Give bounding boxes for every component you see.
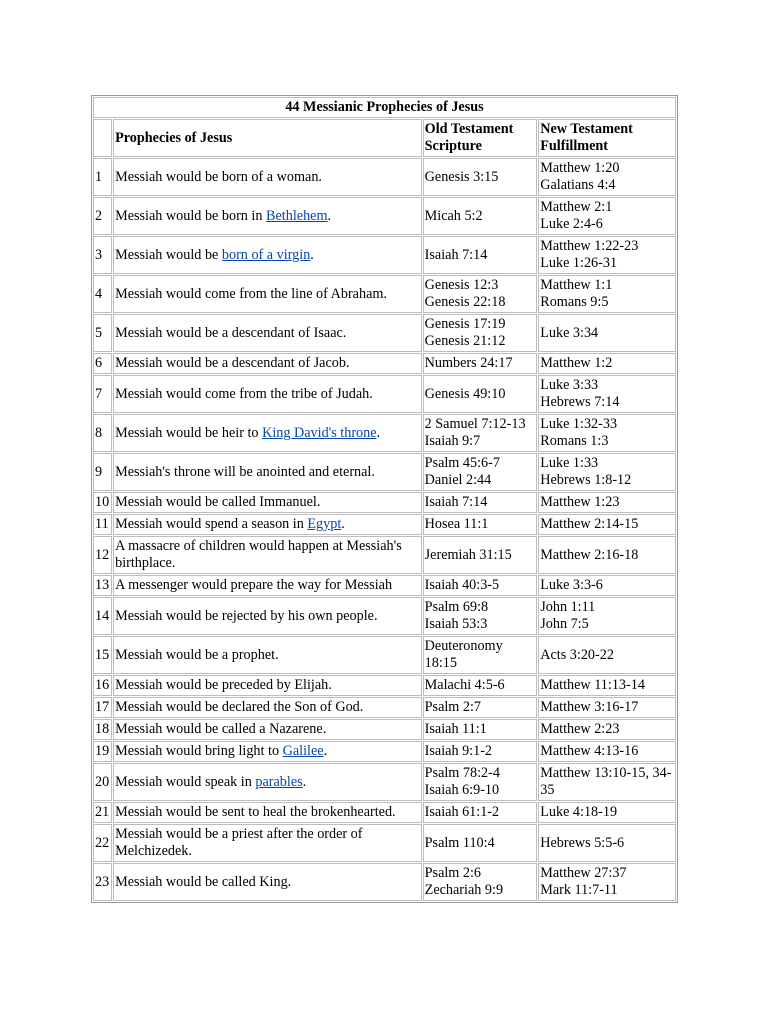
prophecy-cell <box>113 158 422 196</box>
table-row <box>93 675 676 696</box>
old-testament-reference: Isaiah 53:3 <box>424 616 488 632</box>
prophecy-cell <box>113 353 422 374</box>
table-row <box>93 414 676 452</box>
new-testament-cell <box>538 675 676 696</box>
old-testament-cell <box>423 697 538 718</box>
prophecy-text: Messiah would be preceded by Elijah. <box>115 677 332 693</box>
prophecy-text-end: . <box>327 207 332 224</box>
prophecy-text: A messenger would prepare the way for Messiah <box>115 577 393 593</box>
old-testament-cell <box>423 824 538 862</box>
prophecy-text: Messiah would be called Immanuel. <box>115 494 321 510</box>
new-testament-cell <box>538 763 676 801</box>
row-number: 19 <box>93 741 112 762</box>
table-row <box>93 575 676 596</box>
new-testament-reference: Galatians 4:4 <box>540 177 616 193</box>
row-number: 20 <box>93 763 112 801</box>
prophecy-text: Messiah would be born in <box>115 207 267 224</box>
new-testament-cell <box>538 536 676 574</box>
new-testament-reference: John 1:11 <box>540 599 596 615</box>
prophecy-text: Messiah would be declared the Son of God. <box>115 699 364 715</box>
new-testament-cell <box>538 575 676 596</box>
prophecy-cell <box>113 236 422 274</box>
row-number: 14 <box>93 597 112 635</box>
prophecy-cell <box>113 314 422 352</box>
old-testament-reference: Genesis 49:10 <box>424 385 506 402</box>
new-testament-reference: Matthew 2:16-18 <box>540 546 639 563</box>
new-testament-reference: Matthew 27:37 <box>540 865 627 881</box>
header-row <box>93 119 676 157</box>
new-testament-cell <box>538 314 676 352</box>
old-testament-cell <box>423 863 538 901</box>
prophecy-cell <box>113 492 422 513</box>
prophecy-text: Messiah would be a prophet. <box>115 646 279 663</box>
row-number: 13 <box>93 575 112 596</box>
new-testament-reference: Luke 1:26-31 <box>540 255 618 271</box>
new-testament-cell <box>538 197 676 235</box>
old-testament-cell <box>423 275 538 313</box>
prophecy-link[interactable]: born of a virgin <box>221 246 311 263</box>
prophecy-text: Messiah would come from the tribe of Judah. <box>115 385 373 402</box>
prophecy-text-end: . <box>376 424 381 441</box>
row-number: 10 <box>93 492 112 513</box>
new-testament-reference: Matthew 1:20 <box>540 160 620 176</box>
prophecy-cell <box>113 636 422 674</box>
new-testament-cell <box>538 719 676 740</box>
new-testament-cell <box>538 236 676 274</box>
title-row <box>93 97 676 118</box>
old-testament-cell <box>423 375 538 413</box>
old-testament-reference: Genesis 17:19 <box>424 316 506 332</box>
table-row <box>93 375 676 413</box>
prophecy-link[interactable]: parables <box>255 773 303 790</box>
row-number: 17 <box>93 697 112 718</box>
new-testament-reference: Romans 9:5 <box>540 294 609 310</box>
old-testament-cell <box>423 536 538 574</box>
old-testament-cell <box>423 453 538 491</box>
old-testament-reference: Genesis 12:3 <box>424 277 499 293</box>
prophecy-link[interactable]: Egypt <box>307 516 342 532</box>
table-row <box>93 863 676 901</box>
table-row <box>93 763 676 801</box>
old-testament-reference: Genesis 21:12 <box>424 333 506 349</box>
table-row <box>93 697 676 718</box>
old-testament-reference: Micah 5:2 <box>424 207 483 224</box>
old-testament-reference: Genesis 22:18 <box>424 294 506 310</box>
prophecies-table-body <box>93 97 676 901</box>
old-testament-reference: 2 Samuel 7:12-13 <box>424 416 526 432</box>
new-testament-cell <box>538 453 676 491</box>
old-testament-reference: Zechariah 9:9 <box>424 882 504 898</box>
new-testament-reference: Matthew 1:23 <box>540 494 620 510</box>
table-row <box>93 353 676 374</box>
prophecy-text-end: . <box>302 773 307 790</box>
prophecy-text: Messiah would be called King. <box>115 873 292 890</box>
new-testament-cell <box>538 353 676 374</box>
prophecy-cell <box>113 719 422 740</box>
new-testament-reference: Matthew 1:2 <box>540 355 613 371</box>
new-testament-reference: John 7:5 <box>540 616 589 632</box>
prophecy-cell <box>113 414 422 452</box>
old-testament-cell <box>423 636 538 674</box>
old-testament-cell <box>423 675 538 696</box>
table-row <box>93 636 676 674</box>
row-number: 8 <box>93 414 112 452</box>
new-testament-cell <box>538 158 676 196</box>
new-testament-reference: Luke 3:33 <box>540 377 599 393</box>
table-row <box>93 158 676 196</box>
prophecy-cell <box>113 197 422 235</box>
prophecy-text-end: . <box>323 743 328 759</box>
new-testament-reference: Matthew 4:13-16 <box>540 743 639 759</box>
old-testament-reference: Isaiah 9:7 <box>424 433 481 449</box>
old-testament-cell <box>423 575 538 596</box>
old-testament-reference: Genesis 3:15 <box>424 168 499 185</box>
row-number: 6 <box>93 353 112 374</box>
new-testament-reference: Acts 3:20-22 <box>540 646 614 663</box>
old-testament-reference: Jeremiah 31:15 <box>424 546 512 563</box>
prophecy-cell <box>113 375 422 413</box>
old-testament-reference: Isaiah 7:14 <box>424 494 488 510</box>
header-old-testament <box>423 119 538 157</box>
prophecy-text: Messiah's throne will be anointed and eternal. <box>115 463 375 480</box>
row-number: 22 <box>93 824 112 862</box>
prophecy-text: Messiah would be a descendant of Jacob. <box>115 355 350 371</box>
new-testament-cell <box>538 514 676 535</box>
table-row <box>93 197 676 235</box>
old-testament-reference: Psalm 69:8 <box>424 599 489 615</box>
old-testament-cell <box>423 236 538 274</box>
new-testament-reference: Matthew 13:10-15, 34-35 <box>540 765 672 798</box>
old-testament-reference: Malachi 4:5-6 <box>424 677 505 693</box>
new-testament-reference: Luke 3:34 <box>540 324 599 341</box>
table-row <box>93 802 676 823</box>
old-testament-reference: Isaiah 11:1 <box>424 721 487 737</box>
prophecy-text: Messiah would speak in <box>115 773 256 790</box>
prophecy-text: Messiah would be born of a woman. <box>115 168 322 185</box>
old-testament-reference: Isaiah 40:3-5 <box>424 577 500 593</box>
old-testament-reference: Psalm 78:2-4 <box>424 765 500 781</box>
old-testament-cell <box>423 492 538 513</box>
header-old-testament-line2: Scripture <box>424 138 482 154</box>
new-testament-reference: Hebrews 5:5-6 <box>540 834 625 851</box>
prophecy-cell <box>113 741 422 762</box>
new-testament-cell <box>538 414 676 452</box>
old-testament-reference: Psalm 2:7 <box>424 699 482 715</box>
new-testament-cell <box>538 824 676 862</box>
prophecy-link[interactable]: Galilee <box>282 743 324 759</box>
new-testament-cell <box>538 375 676 413</box>
old-testament-reference: Daniel 2:44 <box>424 472 492 488</box>
prophecy-text: Messiah would come from the line of Abraham. <box>115 285 387 302</box>
old-testament-cell <box>423 597 538 635</box>
new-testament-reference: Luke 3:3-6 <box>540 577 603 593</box>
new-testament-reference: Luke 1:32-33 <box>540 416 618 432</box>
old-testament-cell <box>423 741 538 762</box>
prophecy-cell <box>113 763 422 801</box>
new-testament-reference: Matthew 2:23 <box>540 721 620 737</box>
prophecy-text: A massacre of children would happen at Messiah's birthplace. <box>115 538 402 571</box>
old-testament-reference: Deuteronomy 18:15 <box>424 638 503 671</box>
prophecy-cell <box>113 824 422 862</box>
table-row <box>93 824 676 862</box>
prophecy-cell <box>113 597 422 635</box>
row-number: 15 <box>93 636 112 674</box>
table-row <box>93 492 676 513</box>
new-testament-reference: Matthew 2:14-15 <box>540 516 639 532</box>
prophecy-text: Messiah would be sent to heal the brokenhearted. <box>115 804 396 820</box>
row-number: 5 <box>93 314 112 352</box>
old-testament-reference: Isaiah 7:14 <box>424 246 488 263</box>
prophecy-cell <box>113 802 422 823</box>
row-number: 1 <box>93 158 112 196</box>
prophecy-text: Messiah would be a priest after the order of Melchizedek. <box>115 826 363 859</box>
new-testament-cell <box>538 802 676 823</box>
new-testament-reference: Matthew 1:1 <box>540 277 613 293</box>
row-number: 21 <box>93 802 112 823</box>
table-row <box>93 236 676 274</box>
row-number: 18 <box>93 719 112 740</box>
row-number: 16 <box>93 675 112 696</box>
new-testament-cell <box>538 863 676 901</box>
old-testament-reference: Psalm 2:6 <box>424 865 482 881</box>
new-testament-reference: Luke 4:18-19 <box>540 804 618 820</box>
row-number: 4 <box>93 275 112 313</box>
prophecy-text: Messiah would be called a Nazarene. <box>115 721 327 737</box>
prophecy-cell <box>113 275 422 313</box>
row-number: 3 <box>93 236 112 274</box>
table-row <box>93 314 676 352</box>
row-number: 9 <box>93 453 112 491</box>
old-testament-reference: Psalm 110:4 <box>424 834 495 851</box>
old-testament-reference: Isaiah 9:1-2 <box>424 743 493 759</box>
old-testament-reference: Numbers 24:17 <box>424 355 513 371</box>
prophecy-text: Messiah would be rejected by his own people. <box>115 607 378 624</box>
prophecy-link[interactable]: Bethlehem <box>266 207 328 224</box>
new-testament-reference: Matthew 2:1 <box>540 199 613 215</box>
new-testament-reference: Romans 1:3 <box>540 433 609 449</box>
prophecy-text-end: . <box>341 516 345 532</box>
prophecy-cell <box>113 453 422 491</box>
new-testament-reference: Mark 11:7-11 <box>540 882 618 898</box>
header-new-testament-line1: New Testament <box>540 121 633 137</box>
prophecy-link[interactable]: King David's throne <box>262 424 377 441</box>
new-testament-cell <box>538 492 676 513</box>
new-testament-cell <box>538 275 676 313</box>
header-new-testament-line2: Fulfillment <box>540 138 609 154</box>
old-testament-cell <box>423 802 538 823</box>
header-number <box>93 119 112 157</box>
prophecy-text: Messiah would spend a season in <box>115 516 308 532</box>
row-number: 11 <box>93 514 112 535</box>
new-testament-cell <box>538 636 676 674</box>
prophecy-cell <box>113 536 422 574</box>
new-testament-reference: Matthew 1:22-23 <box>540 238 639 254</box>
new-testament-reference: Luke 2:4-6 <box>540 216 603 232</box>
prophecy-cell <box>113 575 422 596</box>
prophecy-text: Messiah would be a descendant of Isaac. <box>115 324 347 341</box>
prophecies-table <box>91 95 678 903</box>
new-testament-reference: Hebrews 7:14 <box>540 394 620 410</box>
old-testament-cell <box>423 158 538 196</box>
prophecy-text: Messiah would be heir to <box>115 424 263 441</box>
prophecy-text: Messiah would be <box>115 246 222 263</box>
old-testament-cell <box>423 314 538 352</box>
table-title: 44 Messianic Prophecies of Jesus <box>93 97 676 118</box>
new-testament-reference: Matthew 3:16-17 <box>540 699 639 715</box>
header-old-testament-line1: Old Testament <box>424 121 514 137</box>
table-row <box>93 275 676 313</box>
prophecy-text-end: . <box>310 246 314 263</box>
new-testament-cell <box>538 741 676 762</box>
table-row <box>93 453 676 491</box>
old-testament-cell <box>423 719 538 740</box>
header-prophecy: Prophecies of Jesus <box>113 119 422 157</box>
old-testament-reference: Hosea 11:1 <box>424 516 489 532</box>
prophecy-cell <box>113 514 422 535</box>
new-testament-cell <box>538 597 676 635</box>
row-number: 2 <box>93 197 112 235</box>
old-testament-cell <box>423 414 538 452</box>
old-testament-reference: Psalm 45:6-7 <box>424 455 500 471</box>
table-row <box>93 741 676 762</box>
prophecy-cell <box>113 863 422 901</box>
prophecy-cell <box>113 697 422 718</box>
new-testament-reference: Hebrews 1:8-12 <box>540 472 632 488</box>
old-testament-cell <box>423 514 538 535</box>
table-row <box>93 719 676 740</box>
old-testament-reference: Isaiah 6:9-10 <box>424 782 500 798</box>
old-testament-cell <box>423 763 538 801</box>
old-testament-reference: Isaiah 61:1-2 <box>424 804 500 820</box>
old-testament-cell <box>423 197 538 235</box>
table-row <box>93 597 676 635</box>
new-testament-reference: Matthew 11:13-14 <box>540 677 645 693</box>
old-testament-cell <box>423 353 538 374</box>
prophecy-text: Messiah would bring light to <box>115 743 283 759</box>
row-number: 7 <box>93 375 112 413</box>
table-row <box>93 536 676 574</box>
table-row <box>93 514 676 535</box>
new-testament-cell <box>538 697 676 718</box>
new-testament-reference: Luke 1:33 <box>540 455 599 471</box>
header-new-testament <box>538 119 676 157</box>
row-number: 23 <box>93 863 112 901</box>
prophecy-cell <box>113 675 422 696</box>
row-number: 12 <box>93 536 112 574</box>
